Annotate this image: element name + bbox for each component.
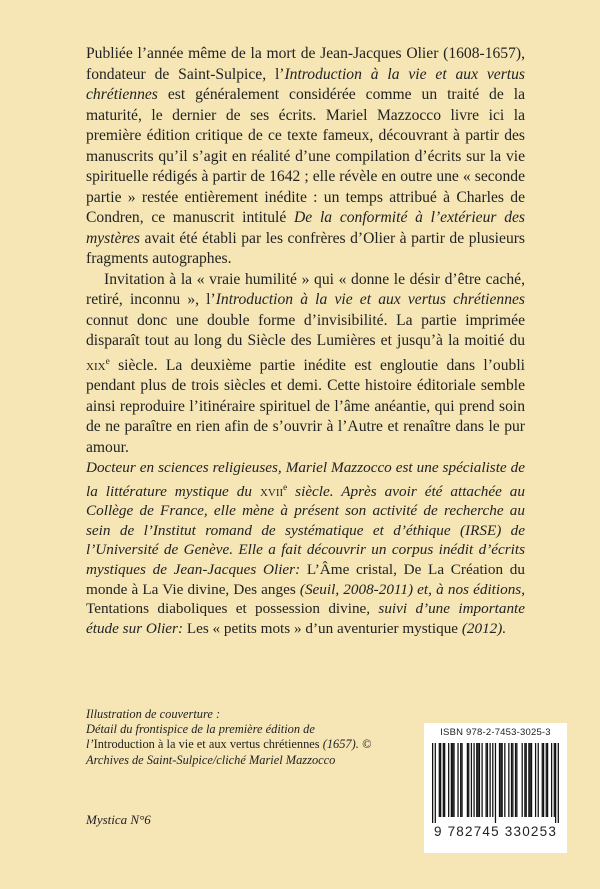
barcode-bar — [468, 743, 469, 817]
text-run: L’Âme cristal, De La Création du monde à La Vie divine, Des anges — [86, 561, 525, 598]
barcode-bar — [535, 743, 536, 817]
barcode-bar — [485, 743, 486, 817]
barcode-bar — [499, 743, 500, 817]
back-cover-blurb — [86, 44, 525, 458]
barcode-bar — [444, 743, 445, 817]
barcode-bar — [481, 743, 482, 817]
text-run: Docteur en sciences religieuses, Mariel Mazzocco est une spécialiste de la littérature mystique du — [86, 459, 525, 500]
series-label: Mystica N°6 — [86, 812, 151, 827]
text-run: xix — [86, 356, 106, 374]
text-run: e — [105, 356, 110, 367]
text-run: xvii — [259, 482, 284, 500]
barcode-bar — [489, 743, 490, 817]
barcode-bar — [558, 743, 559, 823]
barcode-bar — [461, 743, 462, 817]
text-run: Invitation à la « vraie humilité » qui « donne le désir d’être caché, retiré, inconnu », l’ — [86, 270, 525, 308]
author-bio-text — [86, 458, 525, 638]
author-biography — [86, 458, 525, 638]
barcode-bar — [457, 743, 458, 817]
barcode-bar — [512, 743, 513, 817]
barcode-bar — [504, 743, 505, 817]
blurb-paragraph-2 — [86, 270, 525, 459]
blurb-paragraph-1 — [86, 44, 525, 270]
barcode-digits: 9 782745 330253 — [433, 824, 558, 839]
barcode-bar — [508, 743, 509, 817]
barcode-bar — [547, 743, 548, 817]
barcode-bar — [528, 743, 529, 817]
barcode-bar — [538, 743, 539, 817]
barcode-bar — [471, 743, 472, 817]
barcode-bar — [511, 743, 512, 817]
text-run: siècle. Après avoir été attachée au Collège de France, elle mène à présent son activité de recherche au sein de l’Institut romand de systématique et d’éthique (IRSE) de l’Université de Genève. Elle a fait découvrir un corpus inédit d’écrits mystiques de Jean-Jacques Olier: — [86, 482, 525, 579]
text-run: Les « petits mots » d’un aventurier mystique — [186, 619, 459, 637]
barcode-bars — [432, 743, 559, 823]
barcode-bar — [500, 743, 501, 817]
barcode-bar — [448, 743, 449, 817]
barcode-bar — [452, 743, 453, 817]
barcode-bar — [526, 743, 527, 817]
barcode-bar — [546, 743, 547, 817]
barcode-bar — [542, 743, 543, 817]
barcode-bar — [543, 743, 544, 817]
barcode-bar — [502, 743, 503, 817]
barcode-bar — [435, 743, 436, 823]
barcode-bar — [554, 743, 555, 817]
barcode-bar — [524, 743, 525, 817]
text-run: (2012). — [458, 619, 507, 637]
barcode-bar — [515, 743, 516, 817]
text-run: , suivi d’une importante étude sur Olier: — [86, 600, 526, 637]
barcode-bar — [487, 743, 488, 817]
isbn-number: ISBN 978-2-7453-3025-3 — [440, 727, 551, 738]
barcode-bar — [476, 743, 477, 817]
text-run: (1657). © Archives de Saint-Sulpice/cliché Mariel Mazzocco — [86, 737, 372, 767]
barcode-bar — [440, 743, 441, 817]
barcode-bar — [495, 743, 496, 823]
barcode-bar — [516, 743, 517, 817]
text-run: Détail du frontispice de la première édition de l’ — [86, 722, 315, 752]
cover-illustration-credit — [86, 707, 386, 768]
text-run: Tentations diaboliques et possession divine — [86, 600, 367, 618]
barcode-bar — [467, 743, 468, 817]
text-run: Publiée l’année même de la mort de Jean-Jacques Olier (1608-1657), fondateur de Saint-Sulpice, l’ — [86, 45, 525, 83]
barcode-bar — [432, 743, 433, 823]
text-run: (Seuil, 2008-2011) et, à nos éditions, — [295, 580, 525, 598]
text-run: siècle. La deuxième partie inédite est engloutie dans l’oubli pendant plus de trois siècles et demi. Cette histoire éditoriale semble ainsi reproduire l’itinéraire spirituel de l’âme anéantie, qui prend soin de ne paraître en rien afin de s’ouvrir à l’Autre et renaître dans le pur amour. — [86, 356, 525, 456]
barcode-bar — [555, 743, 556, 823]
text-run: Introduction à la vie et aux vertus chrétiennes — [215, 291, 525, 308]
barcode-bar — [453, 743, 454, 817]
barcode-bar — [439, 743, 440, 817]
barcode-bar — [473, 743, 474, 817]
text-run: avait été établi par les confrères d’Olier à partir de plusieurs fragments autographes. — [86, 229, 525, 267]
barcode-bar — [443, 743, 444, 817]
text-run: De la conformité à l’extérieur des mystères — [86, 209, 525, 247]
barcode-bar — [460, 743, 461, 817]
text-run: connut donc une double forme d’invisibilité. La partie imprimée disparaît tout au long du Siècle des Lumières et jusqu’à la moitié du — [86, 311, 525, 349]
text-run: Introduction à la vie et aux vertus chrétiennes — [93, 737, 320, 752]
text-run: Illustration de couverture : — [86, 707, 221, 721]
barcode-bar — [531, 743, 532, 817]
barcode-bar — [479, 743, 480, 817]
text-run: Introduction à la vie et aux vertus chrétiennes — [86, 65, 525, 103]
barcode-bar — [492, 743, 493, 817]
isbn-barcode — [424, 723, 567, 853]
barcode-bar — [530, 743, 531, 817]
barcode-bar — [522, 743, 523, 817]
text-run: e — [283, 481, 288, 492]
text-run: est généralement considérée comme un traité de la maturité, le dernier de ses écrits. Mariel Mazzocco livre ici la première édition critique de ce texte fameux, découvrant à partir des manuscrits qu’il s’agit en réalité d’une compilation d’écrits sur la vie spirituelle rédigés à partir de 1642 ; elle révèle en outre une « seconde partie » restée entièrement inédite : un temps attribué à Charles de Condren, ce manuscrit intitulé — [86, 86, 525, 226]
barcode-bar — [551, 743, 552, 817]
barcode-bar — [451, 743, 452, 817]
barcode-bar — [477, 743, 478, 817]
